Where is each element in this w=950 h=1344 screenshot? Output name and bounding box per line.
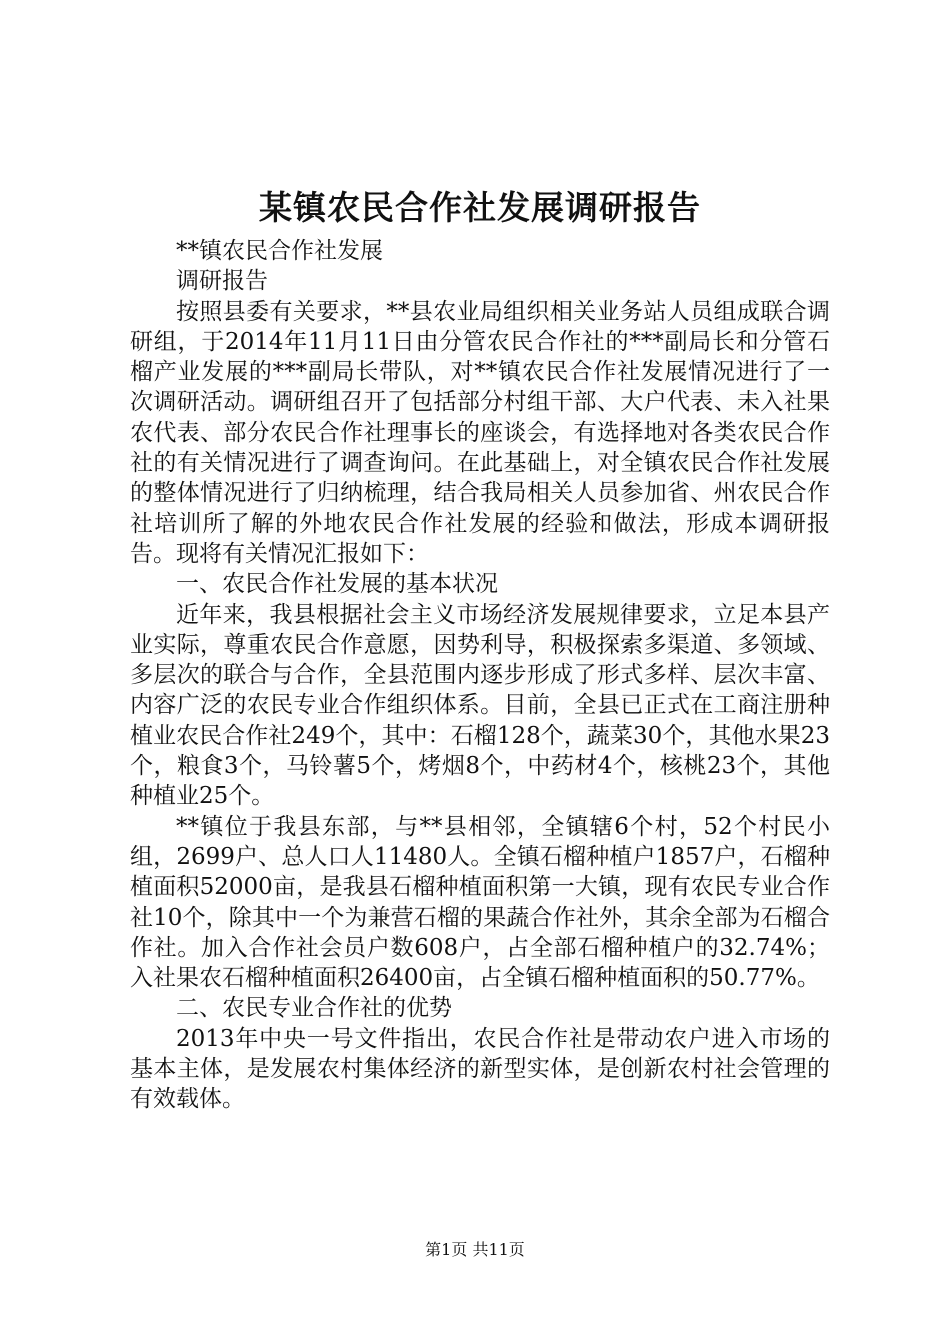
paragraph-intro: 按照县委有关要求，**县农业局组织相关业务站人员组成联合调研组，于2014年11月11日由分管农民合作社的***副局长和分管石榴产业发展的***副局长带队，对**镇农民合作社发展情况进行了一次调研活动。调研组召开了包括部分村组干部、大户代表、未入社果农代表、部分农民合作社理事长的座谈会，有选择地对各类农民合作社的有关情况进行了调查询问。在此基础上，对全镇农民合作社发展的整体情况进行了归纳梳理，结合我局相关人员参加省、州农民合作社培训所了解的外地农民合作社发展的经验和做法，形成本调研报告。现将有关情况汇报如下： <box>130 298 830 567</box>
paragraph-advantages: 2013年中央一号文件指出，农民合作社是带动农户进入市场的基本主体，是发展农村集体经济的新型实体，是创新农村社会管理的有效载体。 <box>130 1025 830 1113</box>
document-title: 某镇农民合作社发展调研报告 <box>259 188 701 227</box>
section-heading-2: 二、农民专业合作社的优势 <box>176 995 452 1022</box>
document-body <box>130 236 830 1115</box>
paragraph-town-status: **镇位于我县东部，与**县相邻，全镇辖6个村，52个村民小组，2699户、总人口人11480人。全镇石榴种植户1857户，石榴种植面积52000亩，是我县石榴种植面积第一大镇，现有农民专业合作社10个，除其中一个为兼营石榴的果蔬合作社外，其余全部为石榴合作社。加入合作社会员户数608户，占全部石榴种植户的32.74%；入社果农石榴种植面积26400亩，占全镇石榴种植面积的50.77%。 <box>130 813 830 992</box>
document-page <box>130 180 830 1115</box>
paragraph-report-label: 调研报告 <box>176 268 268 295</box>
page-number-footer: 第1页 共11页 <box>425 1240 525 1259</box>
paragraph-subject: **镇农民合作社发展 <box>176 238 383 264</box>
section-heading-1: 一、农民合作社发展的基本状况 <box>176 571 498 598</box>
paragraph-county-status: 近年来，我县根据社会主义市场经济发展规律要求，立足本县产业实际，尊重农民合作意愿，因势利导，积极探索多渠道、多领域、多层次的联合与合作，全县范围内逐步形成了形式多样、层次丰富、内容广泛的农民专业合作组织体系。目前，全县已正式在工商注册种植业农民合作社249个，其中：石榴128个，蔬菜30个，其他水果23个，粮食3个，马铃薯5个，烤烟8个，中药材4个，核桃23个，其他种植业25个。 <box>130 601 830 810</box>
